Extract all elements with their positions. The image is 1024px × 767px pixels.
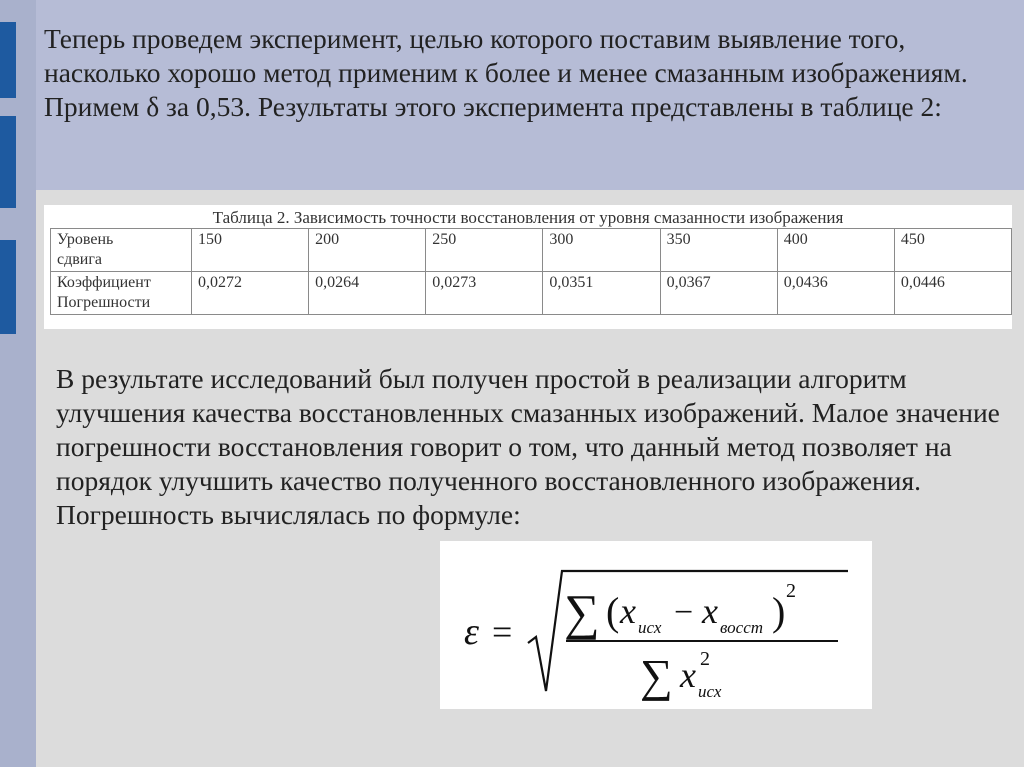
table-cell: 350 xyxy=(660,229,777,272)
close-paren: ) xyxy=(772,589,786,634)
row-label-line: Коэффициент xyxy=(57,274,151,291)
table-cell: 0,0351 xyxy=(543,272,660,315)
table-cell: 0,0272 xyxy=(192,272,309,315)
row-label-line: Погрешности xyxy=(57,294,151,311)
table-cell: 450 xyxy=(894,229,1011,272)
table-row xyxy=(51,272,1012,315)
conclusion-paragraph: В результате исследований был получен простой в реализации алгоритм улучшения качества восстановленных смазанных изображений. Малое значение погрешности восстановления говорит о том, что данный метод позволяет на порядок улучшить качество полученного восстановленного изображения. Погрешность вычислялась по формуле: xyxy=(56,363,1000,530)
table-cell: 0,0436 xyxy=(777,272,894,315)
row-label xyxy=(51,272,192,315)
sum-symbol: ∑ xyxy=(564,584,600,640)
table-cell: 0,0446 xyxy=(894,272,1011,315)
table-cell: 150 xyxy=(192,229,309,272)
subscript-source: исх xyxy=(698,682,722,701)
formula-box xyxy=(440,541,872,709)
table-cell: 300 xyxy=(543,229,660,272)
table-cell: 200 xyxy=(309,229,426,272)
row-label xyxy=(51,229,192,272)
accent-bar xyxy=(0,22,16,98)
subscript-source: исх xyxy=(638,618,662,637)
accent-bar xyxy=(0,116,16,208)
table-container xyxy=(44,205,1012,329)
row-label-line: сдвига xyxy=(57,251,103,268)
table-cell: 0,0367 xyxy=(660,272,777,315)
exponent: 2 xyxy=(700,648,710,670)
table-cell: 0,0273 xyxy=(426,272,543,315)
accent-bar xyxy=(0,240,16,334)
x-variable: x xyxy=(680,655,696,695)
intro-paragraph: Теперь проведем эксперимент, целью которого поставим выявление того, насколько хорошо метод применим к более и менее смазанным изображениям. Примем δ за 0,53. Результаты этого эксперимента представлены в таблице 2: xyxy=(44,23,968,122)
error-formula xyxy=(440,541,872,709)
equals-sign: = xyxy=(492,612,513,652)
x-variable: x xyxy=(620,591,636,631)
results-table xyxy=(50,228,1012,315)
table-caption: Таблица 2. Зависимость точности восстановления от уровня смазанности изображения xyxy=(212,208,844,227)
table-cell: 400 xyxy=(777,229,894,272)
subscript-restored: восст xyxy=(720,618,764,637)
exponent: 2 xyxy=(786,580,796,602)
sum-symbol: ∑ xyxy=(640,650,673,701)
open-paren: ( xyxy=(606,589,620,634)
table-cell: 250 xyxy=(426,229,543,272)
table-cell: 0,0264 xyxy=(309,272,426,315)
minus-sign: − xyxy=(674,594,694,631)
table-row xyxy=(51,229,1012,272)
row-label-line: Уровень xyxy=(57,231,114,248)
epsilon-symbol: ε xyxy=(464,611,479,653)
x-variable: x xyxy=(702,591,718,631)
